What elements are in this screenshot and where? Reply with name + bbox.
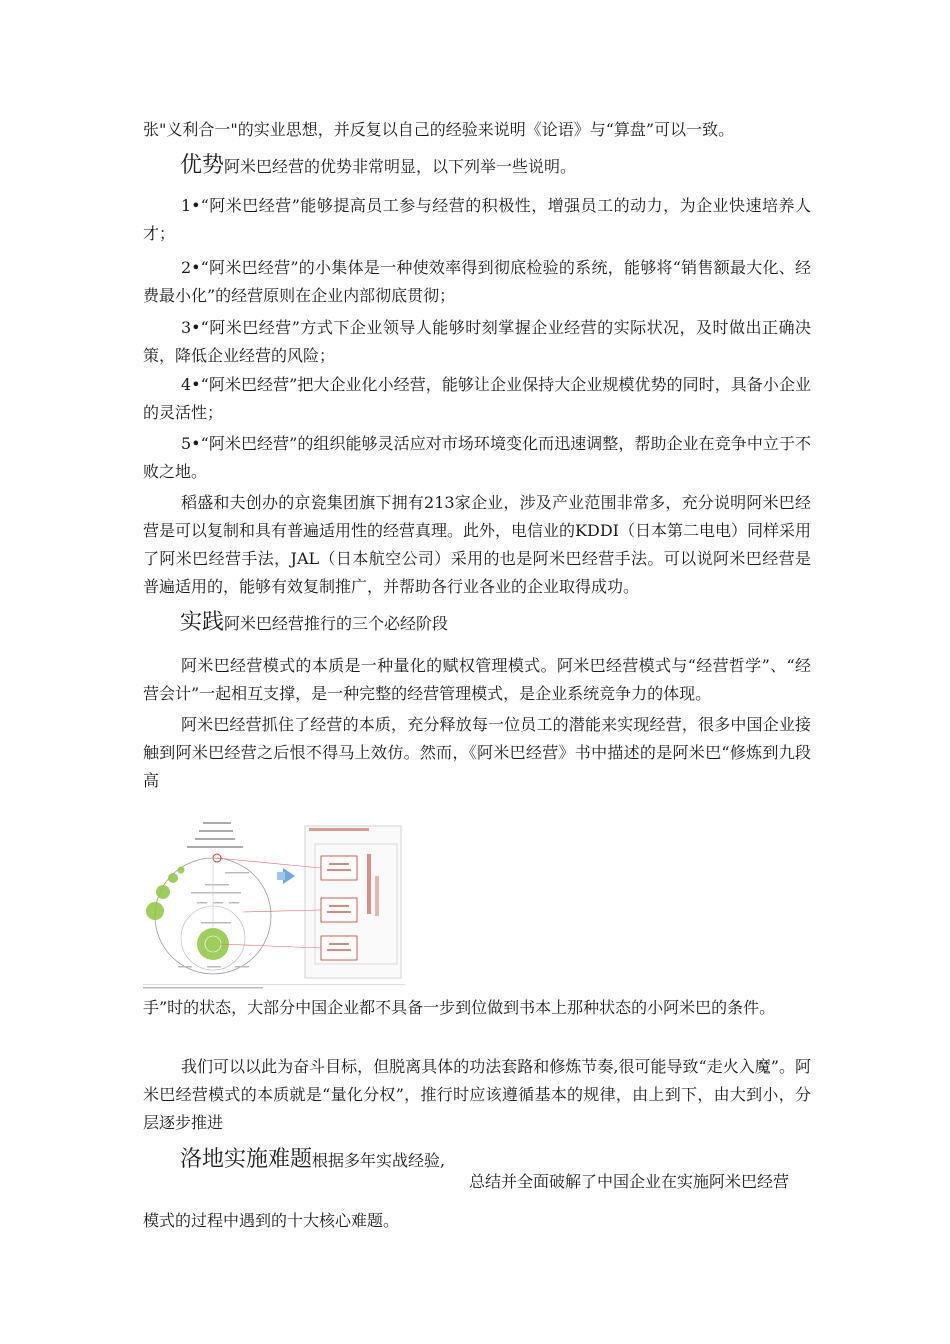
goal-paragraph: 我们可以以此为奋斗目标，但脱离具体的功法套路和修炼节奏,很可能导致“走火入魔”。阿米巴经营模式的本质就是“量化分权”，推行时应该遵循基本的规律，由上到下，由大到小，分层逐步推进: [143, 1057, 811, 1132]
after-figure-paragraph: 手”时的状态，大部分中国企业都不具备一步到位做到书本上那种状态的小阿米巴的条件。: [143, 998, 776, 1017]
practice-heading-title: 实践: [180, 610, 225, 635]
advantage-item-4: 4•“阿米巴经营”把大企业化小经营，能够让企业保持大企业规模优势的同时，具备小企业的灵活性；: [143, 375, 811, 422]
amoeba-diagram-figure: [143, 816, 405, 992]
advantage-heading-text: 阿米巴经营的优势非常明显，以下列举一些说明。: [224, 157, 577, 176]
stage-box-3: [321, 936, 357, 960]
landing-continuation-1: 总结并全面破解了中国企业在实施阿米巴经营: [469, 1172, 790, 1191]
advantage-item-5: 5•“阿米巴经营”的组织能够灵活应对市场环境变化而迅速调整，帮助企业在竞争中立于不败之地。: [143, 434, 811, 481]
kyocera-paragraph: 稻盛和夫创办的京瓷集团旗下拥有213家企业，涉及产业范围非常多，充分说明阿米巴经营是可以复制和具有普遍适用性的经营真理。此外，电信业的KDDI（日本第二电电）同样采用了阿米巴经营手法，JAL（日本航空公司）采用的也是阿米巴经营手法。可以说阿米巴经营是普遍适用的，能够有效复制推广，并帮助各行业各业的企业取得成功。: [143, 493, 811, 596]
grasp-paragraph: 阿米巴经营抓住了经营的本质，充分释放每一位员工的潜能来实现经营，很多中国企业接触到阿米巴经营之后恨不得马上效仿。然而，《阿米巴经营》书中描述的是阿米巴“修炼到九段高: [143, 715, 811, 790]
practice-heading: [180, 609, 448, 638]
landing-continuation-2: 模式的过程中遇到的十大核心难题。: [143, 1211, 400, 1230]
advantage-heading: [180, 152, 576, 181]
intro-paragraph: 张"义利合一"的实业思想，并反复以自己的经验来说明《论语》与“算盘”可以一致。: [143, 120, 735, 139]
stage-box-2: [321, 898, 357, 922]
landing-heading: [180, 1146, 445, 1175]
landing-heading-text: 根据多年实战经验,: [312, 1151, 446, 1170]
advantage-heading-title: 优势: [180, 153, 225, 178]
practice-heading-text: 阿米巴经营推行的三个必经阶段: [224, 614, 449, 633]
advantage-item-2: 2•“阿米巴经营”的小集体是一种使效率得到彻底检验的系统，能够将“销售额最大化、经费最小化”的经营原则在企业内部彻底贯彻；: [143, 258, 811, 305]
stage-box-1: [321, 856, 357, 880]
advantage-item-1: 1•“阿米巴经营”能够提高员工参与经营的积极性，增强员工的动力，为企业快速培养人才；: [143, 196, 811, 243]
advantage-item-3: 3•“阿米巴经营”方式下企业领导人能够时刻掌握企业经营的实际状况，及时做出正确决策，降低企业经营的风险；: [143, 318, 811, 365]
essence-paragraph: 阿米巴经营模式的本质是一种量化的赋权管理模式。阿米巴经营模式与“经营哲学”、“经营会计”一起相互支撑，是一种完整的经营管理模式，是企业系统竞争力的体现。: [143, 656, 811, 703]
amoeba-diagram: [143, 816, 405, 992]
landing-heading-title: 洛地实施难题: [180, 1147, 313, 1172]
